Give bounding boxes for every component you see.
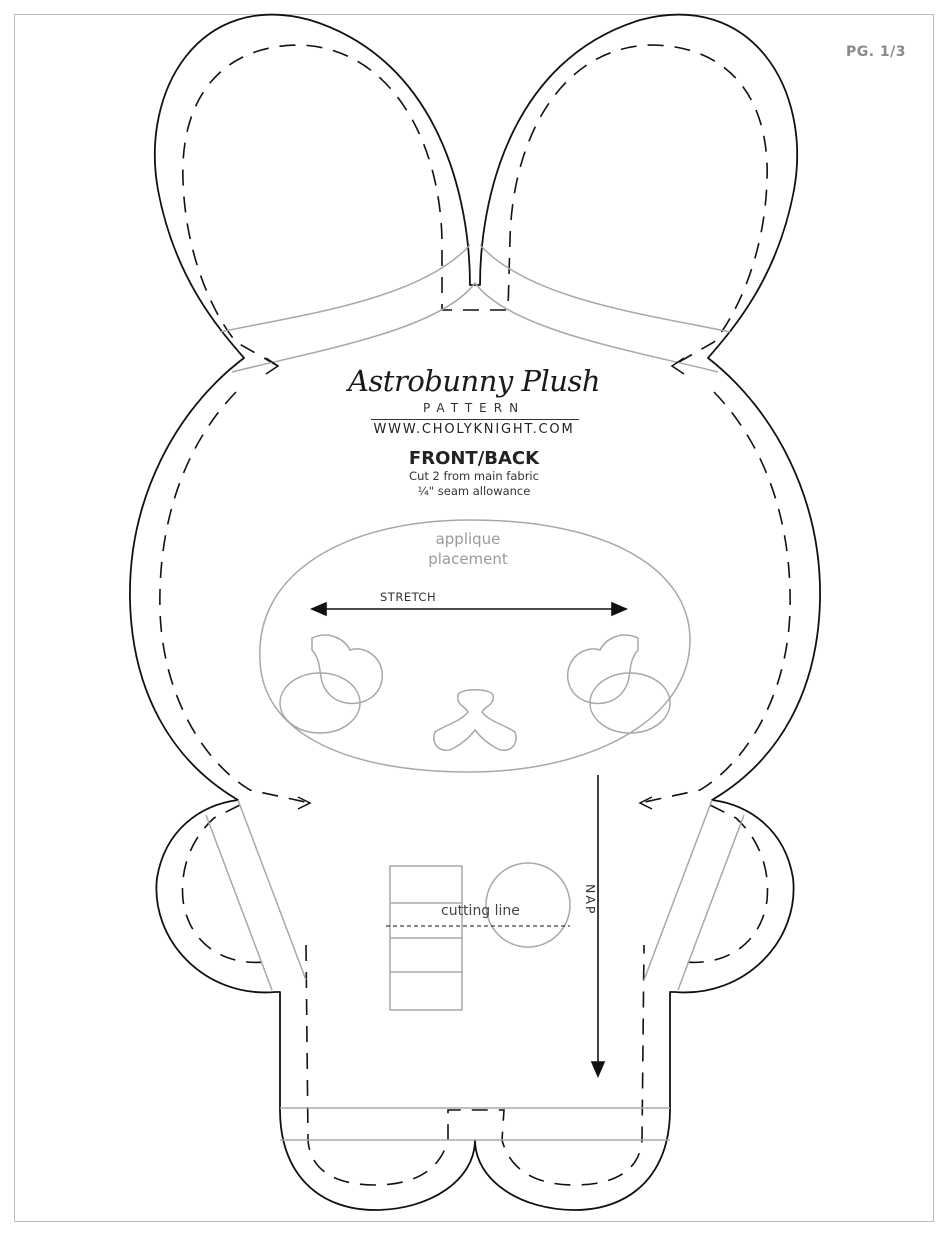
seam-line [160,45,790,1185]
nap-label: NAP [583,884,598,916]
right-eye [568,635,638,703]
nose-mouth [434,690,516,751]
applique-label-line1: applique [435,530,501,548]
stretch-arrow [312,603,626,615]
cutting-line-label: cutting line [441,903,520,919]
seam-allowance: ¼" seam allowance [417,484,531,498]
cut-outline [130,15,820,1210]
nap-arrow [592,775,604,1076]
applique-label-line2: placement [428,550,508,568]
page-number: PG. 1/3 [845,44,906,60]
piece-name: FRONT/BACK [408,448,540,469]
cut-instruction: Cut 2 from main fabric [409,469,539,483]
left-eye [312,635,382,703]
pattern-subtitle: PATTERN [422,401,526,415]
title-rule [371,419,579,420]
stretch-label: STRETCH [380,590,437,604]
website-url: WWW.CHOLYKNIGHT.COM [373,422,575,437]
pattern-title: Astrobunny Plush [347,364,601,398]
